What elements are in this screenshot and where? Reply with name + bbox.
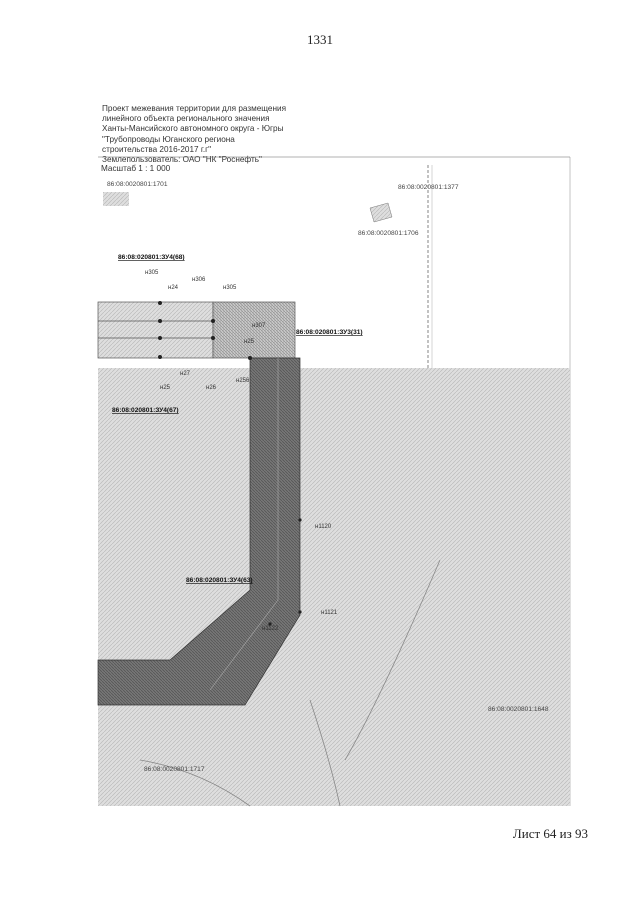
point-label: н256 xyxy=(236,378,250,384)
title-line: строительства 2016-2017 г.г" xyxy=(102,144,212,154)
parcel-label-1377: 86:08:0020801:1377 xyxy=(398,184,459,191)
parcel-label-zu4-67: 86:08:020801:ЗУ4(67) xyxy=(112,407,179,414)
title-line: линейного объекта регионального значения xyxy=(102,114,270,124)
sheet-footer: Лист 64 из 93 xyxy=(512,826,588,841)
parcel-label-zu3-31: 86:08:020801:ЗУ3(31) xyxy=(296,329,363,336)
title-line: Ханты-Мансийского автономного округа - Югры xyxy=(102,124,284,134)
boundary-point xyxy=(298,518,301,521)
boundary-point xyxy=(158,336,162,340)
land-user-label: Землепользователь: ОАО "НК "Роснефть" xyxy=(102,155,262,165)
point-label: н1122 xyxy=(262,626,279,632)
point-label: н24 xyxy=(168,285,178,291)
land-area xyxy=(98,368,570,806)
parcel-label-zu4-63: 86:08:020801:ЗУ4(63) xyxy=(186,577,253,584)
point-label: н305 xyxy=(223,285,237,291)
boundary-point xyxy=(158,355,162,359)
page-number: 1331 xyxy=(307,32,333,47)
parcel-label-1706: 86:08:0020801:1706 xyxy=(358,230,419,237)
point-label: н25 xyxy=(244,339,254,345)
boundary-point xyxy=(211,336,215,340)
title-line: Проект межевания территории для размещения xyxy=(102,104,286,113)
point-label: н306 xyxy=(192,277,206,283)
boundary-point xyxy=(248,356,252,360)
parcel-label-bottom: 86:08:0020801:1717 xyxy=(144,766,205,773)
boundary-point xyxy=(158,319,162,323)
point-label: н307 xyxy=(252,323,266,329)
point-label: н25 xyxy=(160,385,170,391)
point-label: н26 xyxy=(206,385,216,391)
parcel-1701-marker xyxy=(103,192,129,206)
scale-label: Масштаб 1 : 1 000 xyxy=(101,164,171,173)
parcel-label-zu4-68: 86:08:020801:ЗУ4(68) xyxy=(118,254,185,261)
boundary-point xyxy=(211,319,215,323)
parcel-label-1648: 86:08:0020801:1648 xyxy=(488,706,549,713)
point-label: н1121 xyxy=(321,610,338,616)
boundary-point xyxy=(298,610,301,613)
boundary-point xyxy=(158,301,162,305)
title-line: "Трубопроводы Юганского региона xyxy=(102,134,235,144)
point-label: н1120 xyxy=(315,524,332,530)
parcel-1377-marker xyxy=(370,203,392,222)
point-label: н305 xyxy=(145,270,159,276)
pipeline-strip xyxy=(98,302,213,358)
point-label: н27 xyxy=(180,371,190,377)
parcel-label-1701: 86:08:0020801:1701 xyxy=(107,181,168,188)
parcel-zu3-area xyxy=(213,302,295,358)
